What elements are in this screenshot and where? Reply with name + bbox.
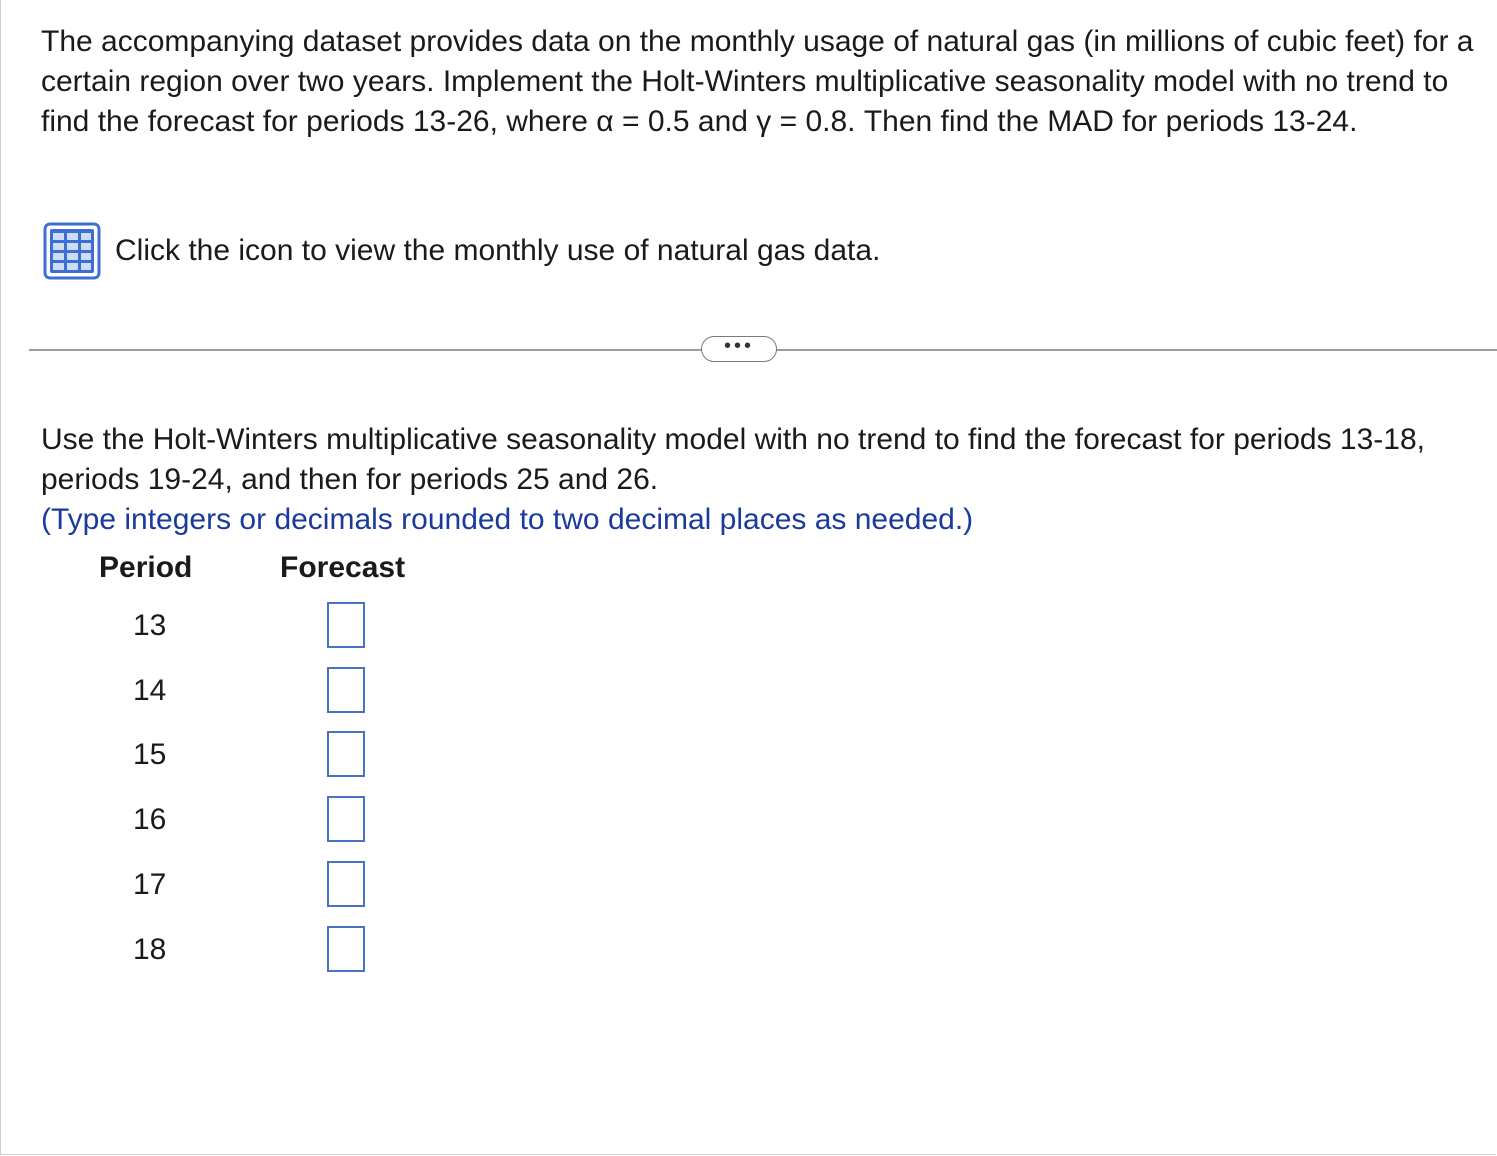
table-row xyxy=(1,731,501,781)
table-row xyxy=(1,861,501,911)
table-row xyxy=(1,796,501,846)
forecast-input[interactable] xyxy=(327,796,365,842)
more-button[interactable]: ••• xyxy=(701,336,777,362)
table-row xyxy=(1,602,501,652)
period-label: 16 xyxy=(133,803,167,836)
table-icon[interactable] xyxy=(43,222,101,280)
forecast-input[interactable] xyxy=(327,667,365,713)
rounding-hint: (Type integers or decimals rounded to two decimal places as needed.) xyxy=(41,503,974,536)
period-label: 18 xyxy=(133,933,167,966)
forecast-input[interactable] xyxy=(327,731,365,777)
period-label: 13 xyxy=(133,609,167,642)
forecast-column-header: Forecast xyxy=(280,551,406,584)
data-link[interactable] xyxy=(43,222,880,280)
period-label: 14 xyxy=(133,674,167,707)
table-row xyxy=(1,926,501,976)
question-text: The accompanying dataset provides data on the monthly usage of natural gas (in millions of cubic feet) for a certain region over two years. Implement the Holt-Winters multiplicative seasonality model with no trend to find the forecast for periods 13-26, where α = 0.5 and γ = 0.8. Then find the MAD for periods 13-24. xyxy=(41,25,1474,138)
period-column-header: Period xyxy=(99,551,193,584)
table-row xyxy=(1,667,501,717)
forecast-input[interactable] xyxy=(327,861,365,907)
forecast-input[interactable] xyxy=(327,926,365,972)
period-label: 17 xyxy=(133,868,167,901)
instructions-text: Use the Holt-Winters multiplicative seasonality model with no trend to find the forecast for periods 13-18, periods 19-24, and then for periods 25 and 26. xyxy=(41,423,1425,496)
forecast-input[interactable] xyxy=(327,602,365,648)
data-link-text: Click the icon to view the monthly use of natural gas data. xyxy=(115,234,881,267)
period-label: 15 xyxy=(133,738,167,771)
